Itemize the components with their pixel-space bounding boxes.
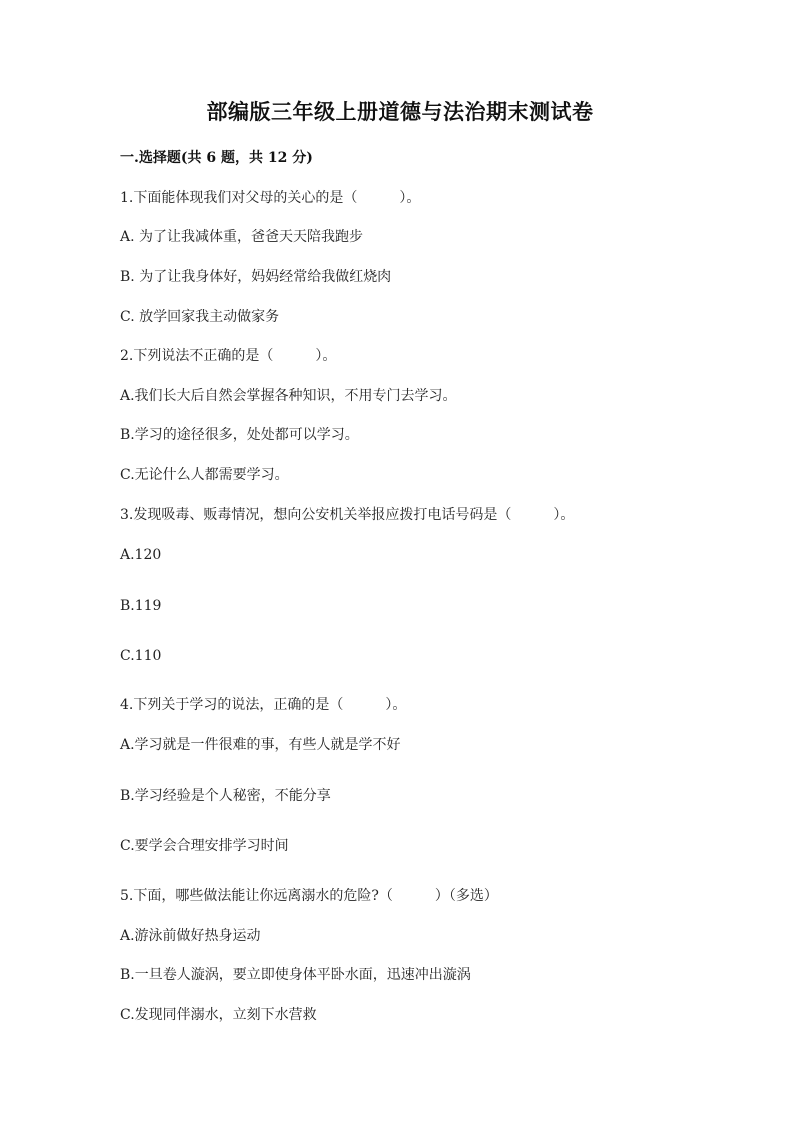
question-1-stem: 1.下面能体现我们对父母的关心的是（ ）。 [120, 190, 421, 206]
question-2-option-c: C.无论什么人都需要学习。 [120, 467, 289, 483]
question-1-option-a: A. 为了让我减体重，爸爸天天陪我跑步 [120, 229, 364, 245]
question-4-stem: 4.下列关于学习的说法，正确的是（ ）。 [120, 697, 407, 713]
question-3-option-c: C.110 [120, 648, 162, 664]
section-heading: 一.选择题(共 6 题，共 12 分) [120, 150, 313, 166]
question-3-option-b: B.119 [120, 598, 162, 614]
question-5-option-a: A.游泳前做好热身运动 [120, 928, 261, 944]
question-3-option-a: A.120 [120, 547, 162, 563]
question-2-option-b: B.学习的途径很多，处处都可以学习。 [120, 427, 359, 443]
question-5-option-b: B.一旦卷人漩涡，要立即使身体平卧水面，迅速冲出漩涡 [120, 967, 471, 983]
question-5-stem: 5.下面，哪些做法能让你远离溺水的危险?（ ）（多选） [120, 888, 498, 904]
question-1-option-c: C. 放学回家我主动做家务 [120, 309, 280, 325]
question-4-option-a: A.学习就是一件很难的事，有些人就是学不好 [120, 737, 401, 753]
question-3-stem: 3.发现吸毒、贩毒情况，想向公安机关举报应拨打电话号码是（ ）。 [120, 507, 575, 523]
exam-title: 部编版三年级上册道德与法治期末测试卷 [206, 99, 594, 124]
question-2-option-a: A.我们长大后自然会掌握各种知识，不用专门去学习。 [120, 388, 457, 404]
question-1-option-b: B. 为了让我身体好，妈妈经常给我做红烧肉 [120, 269, 392, 285]
question-5-option-c: C.发现同伴溺水，立刻下水营救 [120, 1007, 317, 1023]
question-4-option-c: C.要学会合理安排学习时间 [120, 838, 289, 854]
question-4-option-b: B.学习经验是个人秘密，不能分享 [120, 788, 331, 804]
question-2-stem: 2.下列说法不正确的是（ ）。 [120, 348, 337, 364]
